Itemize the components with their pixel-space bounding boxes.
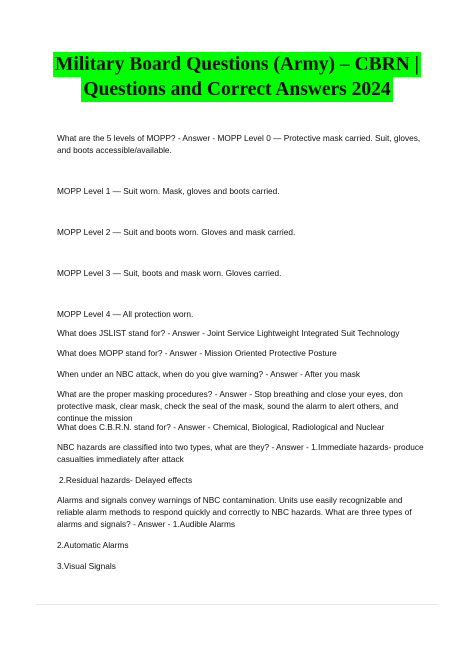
paragraph-mopp-levels: What are the 5 levels of MOPP? - Answer - MOPP Level 0 — Protective mask carried. Suit, gloves, and boots accessible/available. [57,133,421,155]
paragraph-alarms-signals: Alarms and signals convey warnings of NBC contamination. Units use easily recognizable and reliable alarm methods to respond quickly and correctly to NBC hazards. What are three types of alarms and signals? - Answer - 1.Audible Alarms [57,495,412,529]
paragraph-jslist: What does JSLIST stand for? - Answer - Joint Service Lightweight Integrated Suit Technology [57,328,400,338]
paragraph-mopp-meaning: What does MOPP stand for? - Answer - Mission Oriented Protective Posture [57,348,337,358]
paragraph-nbc-hazards: NBC hazards are classified into two types, what are they? - Answer - 1.Immediate hazards- produce casualties immediately after attack [57,442,424,464]
title-line-2: Questions and Correct Answers 2024 [83,79,391,100]
document-title [0,52,474,102]
paragraph-mopp-level-3: MOPP Level 3 — Suit, boots and mask worn. Gloves carried. [57,268,282,278]
paragraph-visual-signals: 3.Visual Signals [57,561,116,571]
paragraph-automatic-alarms: 2.Automatic Alarms [57,540,129,550]
paragraph-mopp-level-2: MOPP Level 2 — Suit and boots worn. Gloves and mask carried. [57,227,296,237]
page-divider [36,604,438,605]
paragraph-nbc-warning: When under an NBC attack, when do you give warning? - Answer - After you mask [57,369,360,379]
paragraph-masking-procedures: What are the proper masking procedures? - Answer - Stop breathing and close your eyes, don protective mask, clear mask, check the seal of the mask, sound the alarm to alert others, and continue the mission [57,389,403,423]
title-line-1: Military Board Questions (Army) – CBRN | [55,54,419,75]
paragraph-mopp-level-4: MOPP Level 4 — All protection worn. [57,309,194,319]
paragraph-residual-hazards: 2.Residual hazards- Delayed effects [59,475,193,485]
paragraph-cbrn-meaning: What does C.B.R.N. stand for? - Answer - Chemical, Biological, Radiological and Nuclear [57,422,385,432]
paragraph-mopp-level-1: MOPP Level 1 — Suit worn. Mask, gloves and boots carried. [57,186,280,196]
